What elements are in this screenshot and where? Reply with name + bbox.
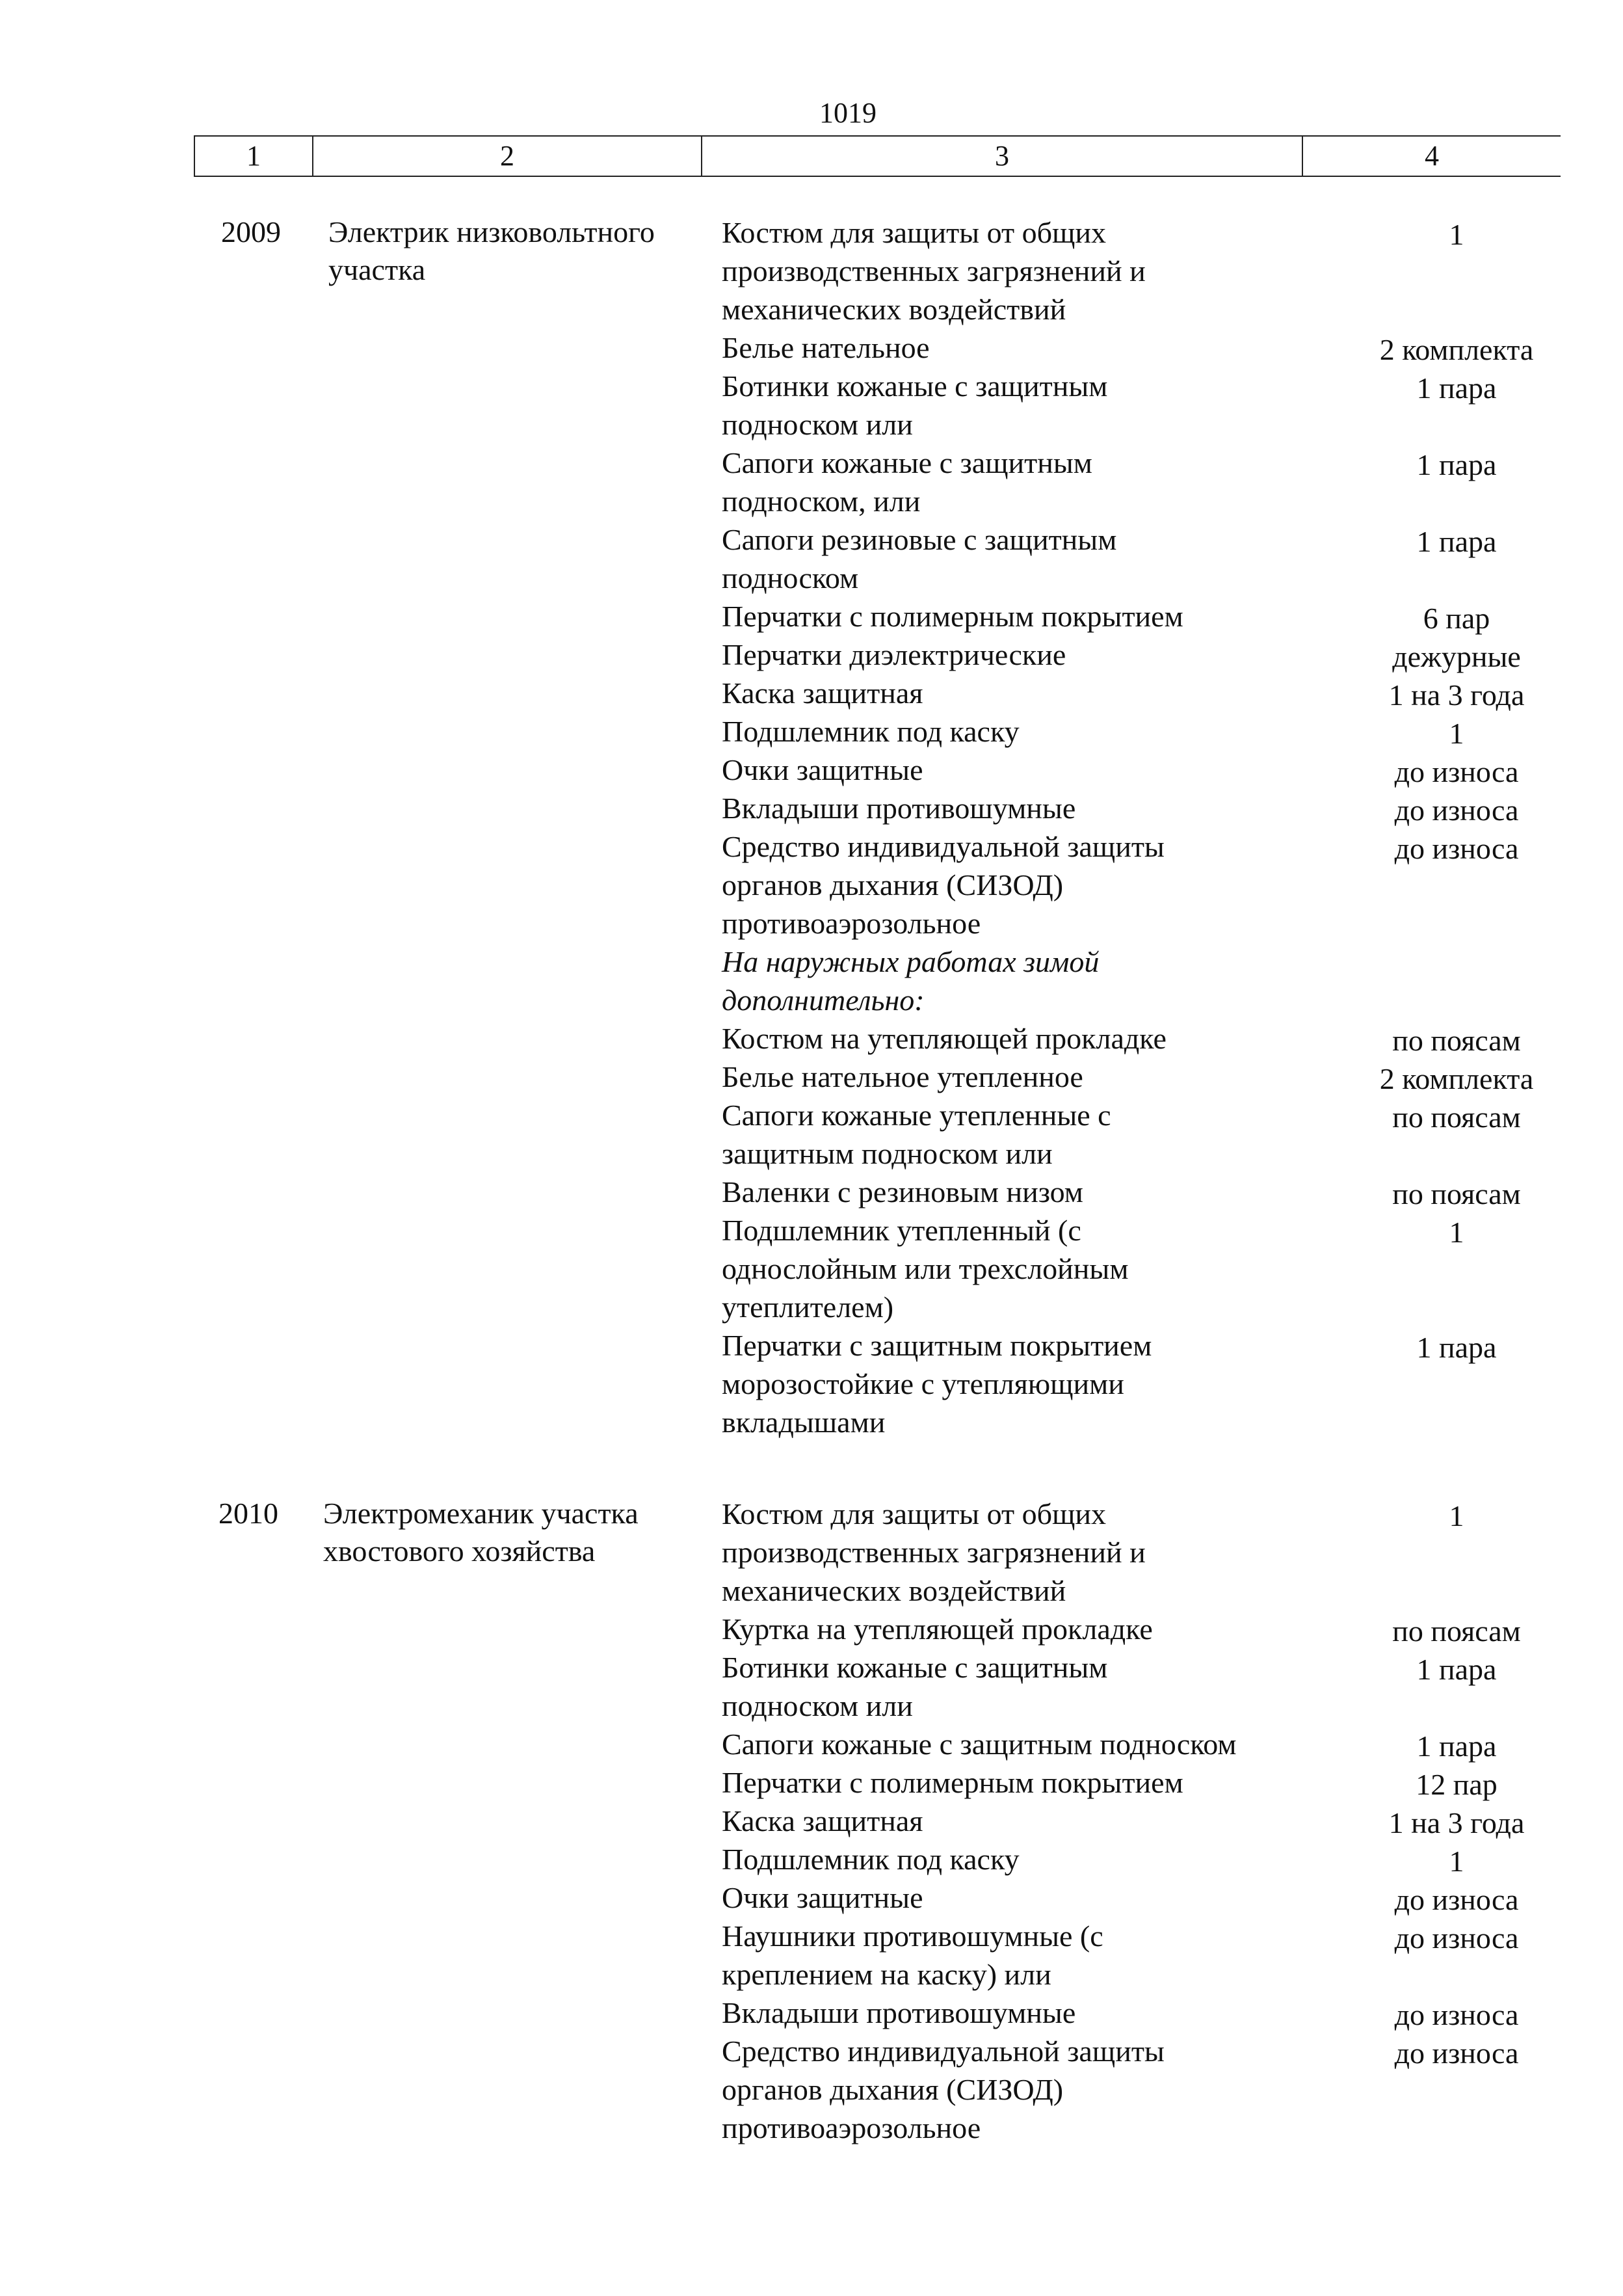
item-quantity: 1 на 3 года [1388,678,1525,712]
item-name: Каска защитная [722,676,923,710]
item-name: На наружных работах зимой дополнительно: [722,945,1100,1017]
list-item [722,712,1554,751]
list-item [722,597,1554,635]
table-header-row [194,135,1561,177]
item-name: Вкладыши противошумные [722,792,1076,825]
item-name: Костюм для защиты от общих производственных загрязнений и механических воздействий [722,1497,1146,1607]
list-item [722,751,1554,789]
list-item [722,1840,1554,1878]
list-item [722,1096,1554,1173]
list-item [722,635,1554,674]
item-quantity: 12 пар [1416,1768,1498,1801]
item-quantity: до износа [1394,832,1519,865]
item-name: Костюм для защиты от общих производственных загрязнений и механических воздействий [722,216,1146,326]
item-quantity: до износа [1394,755,1519,788]
item-name: Сапоги кожаные утепленные с защитным подноском или [722,1099,1111,1170]
item-quantity: 1 на 3 года [1388,1806,1525,1839]
item-name: Каска защитная [722,1804,923,1837]
item-quantity: 1 [1449,1845,1464,1878]
list-item [722,942,1554,1019]
item-quantity: 6 пар [1423,602,1490,635]
items-list [722,213,1554,1441]
item-name: Ботинки кожаные с защитным подноском или [722,1651,1108,1722]
items-list [722,1495,1554,2147]
item-name: Наушники противошумные (с креплением на каску) или [722,1919,1103,1991]
list-item [722,1326,1554,1441]
header-col-3: 3 [702,137,1303,176]
list-item [722,1173,1554,1211]
item-quantity: до износа [1394,794,1519,827]
item-name: Ботинки кожаные с защитным подноском или [722,369,1108,441]
section-code: 2010 [218,1497,278,1530]
item-name: Вкладыши противошумные [722,1996,1076,2029]
list-item [722,213,1554,328]
item-quantity: по поясам [1392,1614,1521,1648]
item-name: Перчатки с защитным покрытием морозостойкие с утепляющими вкладышами [722,1329,1152,1439]
item-quantity: 1 пара [1416,525,1497,558]
item-name: Сапоги кожаные с защитным подноском [722,1728,1237,1761]
item-name: Подшлемник под каску [722,715,1020,748]
item-name: Средство индивидуальной защиты органов дыхания (СИЗОД) противоаэрозольное [722,2035,1165,2144]
item-quantity: по поясам [1392,1177,1521,1210]
list-item [722,1495,1554,1610]
item-quantity: до износа [1394,1998,1519,2031]
item-quantity: 1 пара [1416,1729,1497,1763]
item-quantity: до износа [1394,1921,1519,1955]
item-quantity: 2 комплекта [1379,1062,1534,1095]
item-quantity: дежурные [1392,640,1521,673]
list-item [722,1610,1554,1648]
item-quantity: 1 пара [1416,1331,1497,1364]
item-name: Очки защитные [722,753,923,786]
item-name: Куртка на утепляющей прокладке [722,1612,1153,1646]
list-item [722,520,1554,597]
header-col-2: 2 [313,137,702,176]
item-quantity: до износа [1394,2036,1519,2070]
list-item [722,827,1554,942]
item-quantity: 2 комплекта [1379,333,1534,366]
item-name: Сапоги кожаные с защитным подноском, или [722,446,1092,518]
item-quantity: 1 пара [1416,1653,1497,1686]
list-item [722,444,1554,520]
item-name: Подшлемник под каску [722,1843,1020,1876]
section-profession: Электрик низковольтного участка [328,215,655,286]
list-item [722,1648,1554,1725]
item-quantity: до износа [1394,1883,1519,1916]
list-item [722,2032,1554,2147]
item-quantity: 1 [1449,1499,1464,1532]
page-number: 1019 [819,97,877,129]
item-quantity: по поясам [1392,1024,1521,1057]
item-name: Белье нательное утепленное [722,1060,1083,1093]
list-item [722,1763,1554,1802]
item-name: Валенки с резиновым низом [722,1175,1083,1208]
item-quantity: 1 пара [1416,448,1497,481]
item-quantity: 1 пара [1416,371,1497,405]
list-item [722,328,1554,367]
list-item [722,367,1554,444]
list-item [722,1725,1554,1763]
item-name: Подшлемник утепленный (с однослойным или трехслойным утеплителем) [722,1214,1129,1324]
item-name: Белье нательное [722,331,930,364]
list-item [722,1878,1554,1917]
list-item [722,1211,1554,1326]
list-item [722,1019,1554,1058]
item-quantity: по поясам [1392,1101,1521,1134]
list-item [722,1058,1554,1096]
section-profession: Электромеханик участка хвостового хозяйства [323,1497,639,1568]
list-item [722,1802,1554,1840]
item-name: Перчатки диэлектрические [722,638,1066,671]
section-code: 2009 [221,215,281,248]
item-name: Средство индивидуальной защиты органов дыхания (СИЗОД) противоаэрозольное [722,830,1165,940]
item-quantity: 1 [1449,717,1464,750]
item-name: Костюм на утепляющей прокладке [722,1022,1167,1055]
item-name: Очки защитные [722,1881,923,1914]
list-item [722,789,1554,827]
item-quantity: 1 [1449,1216,1464,1249]
item-quantity: 1 [1449,218,1464,251]
list-item [722,1917,1554,1994]
list-item [722,1994,1554,2032]
header-col-4: 4 [1425,140,1439,172]
item-name: Перчатки с полимерным покрытием [722,600,1183,633]
item-name: Сапоги резиновые с защитным подноском [722,523,1117,594]
header-col-1: 1 [195,137,313,176]
list-item [722,674,1554,712]
item-name: Перчатки с полимерным покрытием [722,1766,1183,1799]
